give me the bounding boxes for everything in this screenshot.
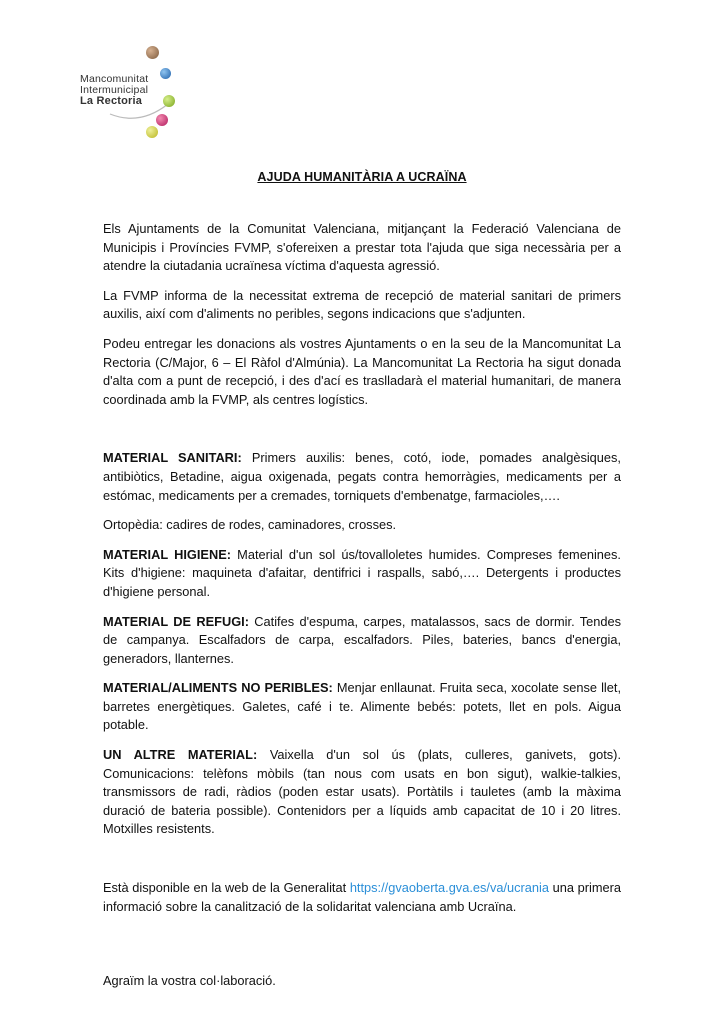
ortopedia-paragraph: Ortopèdia: cadires de rodes, caminadores, crosses. — [103, 517, 397, 533]
material-aliments-label: MATERIAL/ALIMENTS NO PERIBLES: — [103, 680, 333, 696]
material-refugi — [103, 613, 621, 669]
material-sanitari-label: MATERIAL SANITARI: — [103, 450, 242, 466]
material-higiene-text: Material d'un sol ús/tovalloletes humides. Compreses femenines. Kits d'higiene: maquineta d'afaitar, dentifrici i raspalls, sabó,…. Detergents i productes d'higiene personal. — [103, 546, 621, 599]
logo-ball-magenta — [156, 114, 168, 126]
logo-ball-brown — [146, 46, 159, 59]
logo-line-2: Intermunicipal — [80, 84, 149, 96]
logo-line-3: La Rectoria — [80, 95, 143, 107]
material-refugi-label: MATERIAL DE REFUGI: — [103, 613, 249, 629]
logo-line-1: Mancomunitat — [80, 73, 149, 85]
web-text-after: una primera informació sobre la canalització de la solidaritat valenciana amb Ucraïna. — [103, 880, 622, 914]
logo-ball-yellow — [146, 126, 158, 138]
logo-ball-blue — [160, 68, 171, 79]
web-paragraph — [103, 879, 621, 916]
material-refugi-text: Catifes d'espuma, carpes, matalassos, sacs de dormir. Tendes de campanya. Escalfadors de carpa, escalfadors. Piles, bateries, bancs d'energia, generadors, llanternes. — [103, 613, 621, 666]
intro-paragraph-2: La FVMP informa de la necessitat extrema de recepció de material sanitari de primers auxilis, així com d'aliments no peribles, segons indicacions que s'adjunten. — [103, 287, 621, 322]
intro-paragraph-1: Els Ajuntaments de la Comunitat Valenciana, mitjançant la Federació Valenciana de Municipis i Províncies FVMP, s'ofereixen a prestar tota l'ajuda que siga necessària per a atendre la ciutadania ucraïnesa víctima d'aquesta agressió. — [103, 221, 621, 274]
material-altre-label: UN ALTRE MATERIAL: — [103, 747, 258, 763]
intro-paragraph-3: Podeu entregar les donacions als vostres Ajuntaments o en la seu de la Mancomunitat La Rectoria (C/Major, 6 – El Ràfol d'Almúnia). La Mancomunitat La Rectoria ha sigut donada d'alta com a punt de recepció, i des d'ací es traslladarà el material humanitari, de manera coordinada amb la FVMP, als centres logístics. — [103, 335, 621, 407]
material-altre-text: Vaixella d'un sol ús (plats, culleres, ganivets, gots). Comunicacions: telèfons mòbils (tan nous com usats en bon sigut), walkie-talkies, transmissors de radi, ràdios (poden estar usats). Portàtils i tauletes (amb la màxima duració de bateria possible). Contenidors per a líquids amb capacitat de 10 i 20 litres. Motxilles resistents. — [103, 747, 622, 837]
gva-link[interactable]: https://gvaoberta.gva.es/va/ucrania — [349, 880, 549, 896]
document-title: AJUDA HUMANITÀRIA A UCRAÏNA — [257, 170, 467, 184]
closing-text: Agraïm la vostra col·laboració. — [103, 973, 276, 989]
logo-ball-green — [163, 95, 175, 107]
material-aliments — [103, 679, 621, 735]
material-higiene-label: MATERIAL HIGIENE: — [103, 546, 231, 562]
web-text-before: Està disponible en la web de la Generalitat — [103, 880, 350, 896]
document-body — [103, 220, 621, 991]
material-sanitari — [103, 449, 621, 505]
material-higiene — [103, 546, 621, 602]
mancomunitat-logo — [80, 42, 190, 147]
material-altre — [103, 746, 621, 839]
material-aliments-text: Menjar enllaunat. Fruita seca, xocolate sense llet, barretes energètiques. Galetes, café i te. Alimente bebés: potets, llet en pols. Aigua potable. — [103, 680, 621, 733]
material-sanitari-text: Primers auxilis: benes, cotó, iode, pomades analgèsiques, antibiòtics, Betadine, aigua oxigenada, pegats contra hemorràgies, medicaments per a estómac, medicaments per a cremades, torniquets d'embenatge, farmacioles,…. — [103, 450, 621, 503]
